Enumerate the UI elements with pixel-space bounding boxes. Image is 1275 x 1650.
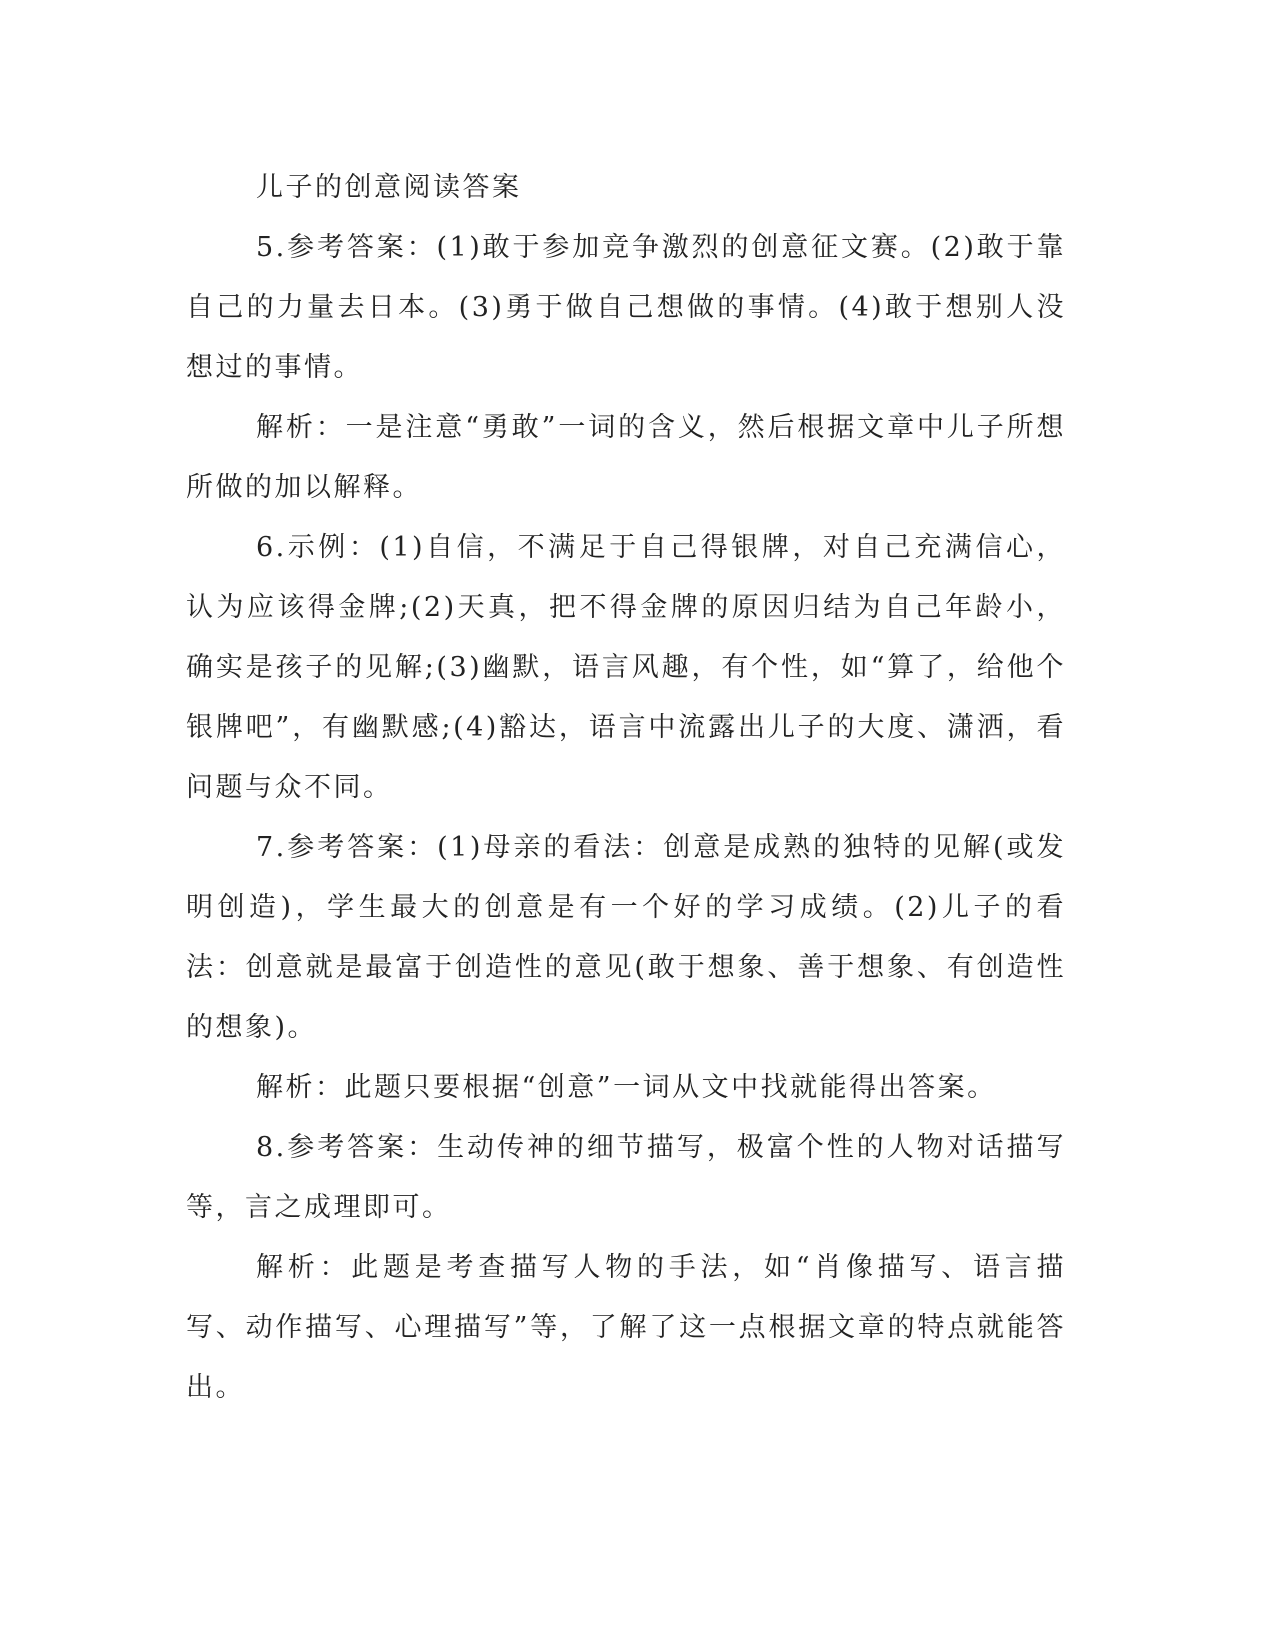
document-body [186, 158, 1066, 1418]
answer-8: 8.参考答案：生动传神的细节描写，极富个性的人物对话描写等，言之成理即可。 [186, 1132, 1066, 1223]
answer-6: 6.示例：(1)自信，不满足于自己得银牌，对自己充满信心，认为应该得金牌;(2)天真，把不得金牌的原因归结为自己年龄小，确实是孩子的见解;(3)幽默，语言风趣，有个性，如“算了，给他个银牌吧”，有幽默感;(4)豁达，语言中流露出儿子的大度、潇洒，看问题与众不同。 [186, 532, 1066, 803]
document-title: 儿子的创意阅读答案 [256, 172, 522, 203]
answer-5: 5.参考答案：(1)敢于参加竞争激烈的创意征文赛。(2)敢于靠自己的力量去日本。(3)勇于做自己想做的事情。(4)敢于想别人没想过的事情。 [186, 232, 1066, 383]
analysis-5: 解析：一是注意“勇敢”一词的含义，然后根据文章中儿子所想所做的加以解释。 [186, 412, 1066, 503]
analysis-8: 解析：此题是考查描写人物的手法，如“肖像描写、语言描写、动作描写、心理描写”等，了解了这一点根据文章的特点就能答出。 [186, 1252, 1066, 1403]
analysis-7: 解析：此题只要根据“创意”一词从文中找就能得出答案。 [256, 1072, 997, 1103]
answer-7: 7.参考答案：(1)母亲的看法：创意是成熟的独特的见解(或发明创造)，学生最大的创意是有一个好的学习成绩。(2)儿子的看法：创意就是最富于创造性的意见(敢于想象、善于想象、有创造性的想象)。 [186, 832, 1066, 1043]
